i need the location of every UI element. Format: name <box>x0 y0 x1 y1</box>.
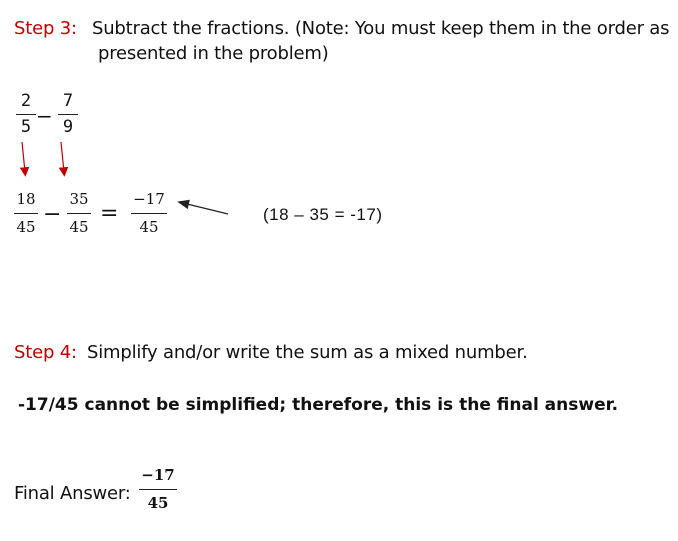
final-answer-fraction <box>139 468 177 511</box>
step3-text-line2: presented in the problem) <box>98 43 329 64</box>
fraction-bar <box>14 213 38 214</box>
converted-frac1-denominator: 45 <box>16 218 36 236</box>
explanation-text: -17/45 cannot be simplified; therefore, this is the final answer. <box>18 395 619 415</box>
step4-text: Simplify and/or write the sum as a mixed number. <box>87 342 528 363</box>
final-numerator: −17 <box>141 466 175 484</box>
converted-frac1-numerator: 18 <box>16 190 36 208</box>
converted-frac2-numerator: 35 <box>69 190 89 208</box>
result-fraction <box>131 192 167 235</box>
converted-fraction-1 <box>14 192 38 235</box>
problem-minus-sign: − <box>36 104 53 128</box>
black-arrow <box>183 203 228 214</box>
problem-frac2-denominator: 9 <box>62 117 74 137</box>
converted-minus-sign: − <box>43 202 62 227</box>
result-numerator: −17 <box>133 190 165 208</box>
fraction-bar <box>67 213 91 214</box>
final-denominator: 45 <box>147 494 169 512</box>
step3-text-line1: Subtract the fractions. (Note: You must keep them in the order as <box>92 18 670 39</box>
step4-heading <box>14 342 77 363</box>
red-arrow-2 <box>61 142 64 172</box>
converted-frac2-denominator: 45 <box>69 218 89 236</box>
problem-frac2-numerator: 7 <box>62 91 74 111</box>
fraction-bar <box>131 213 167 214</box>
fraction-bar <box>139 489 177 490</box>
step4-label: Step 4: <box>14 342 77 363</box>
converted-fraction-2 <box>67 192 91 235</box>
equals-sign: = <box>100 201 119 226</box>
red-arrow-1 <box>22 142 25 172</box>
problem-frac1-denominator: 5 <box>20 117 32 137</box>
problem-frac1-numerator: 2 <box>20 91 32 111</box>
difference-note: (18 – 35 = -17) <box>263 205 383 224</box>
step3-label: Step 3: <box>14 18 77 39</box>
result-denominator: 45 <box>139 218 159 236</box>
final-answer-label: Final Answer: <box>14 483 131 504</box>
